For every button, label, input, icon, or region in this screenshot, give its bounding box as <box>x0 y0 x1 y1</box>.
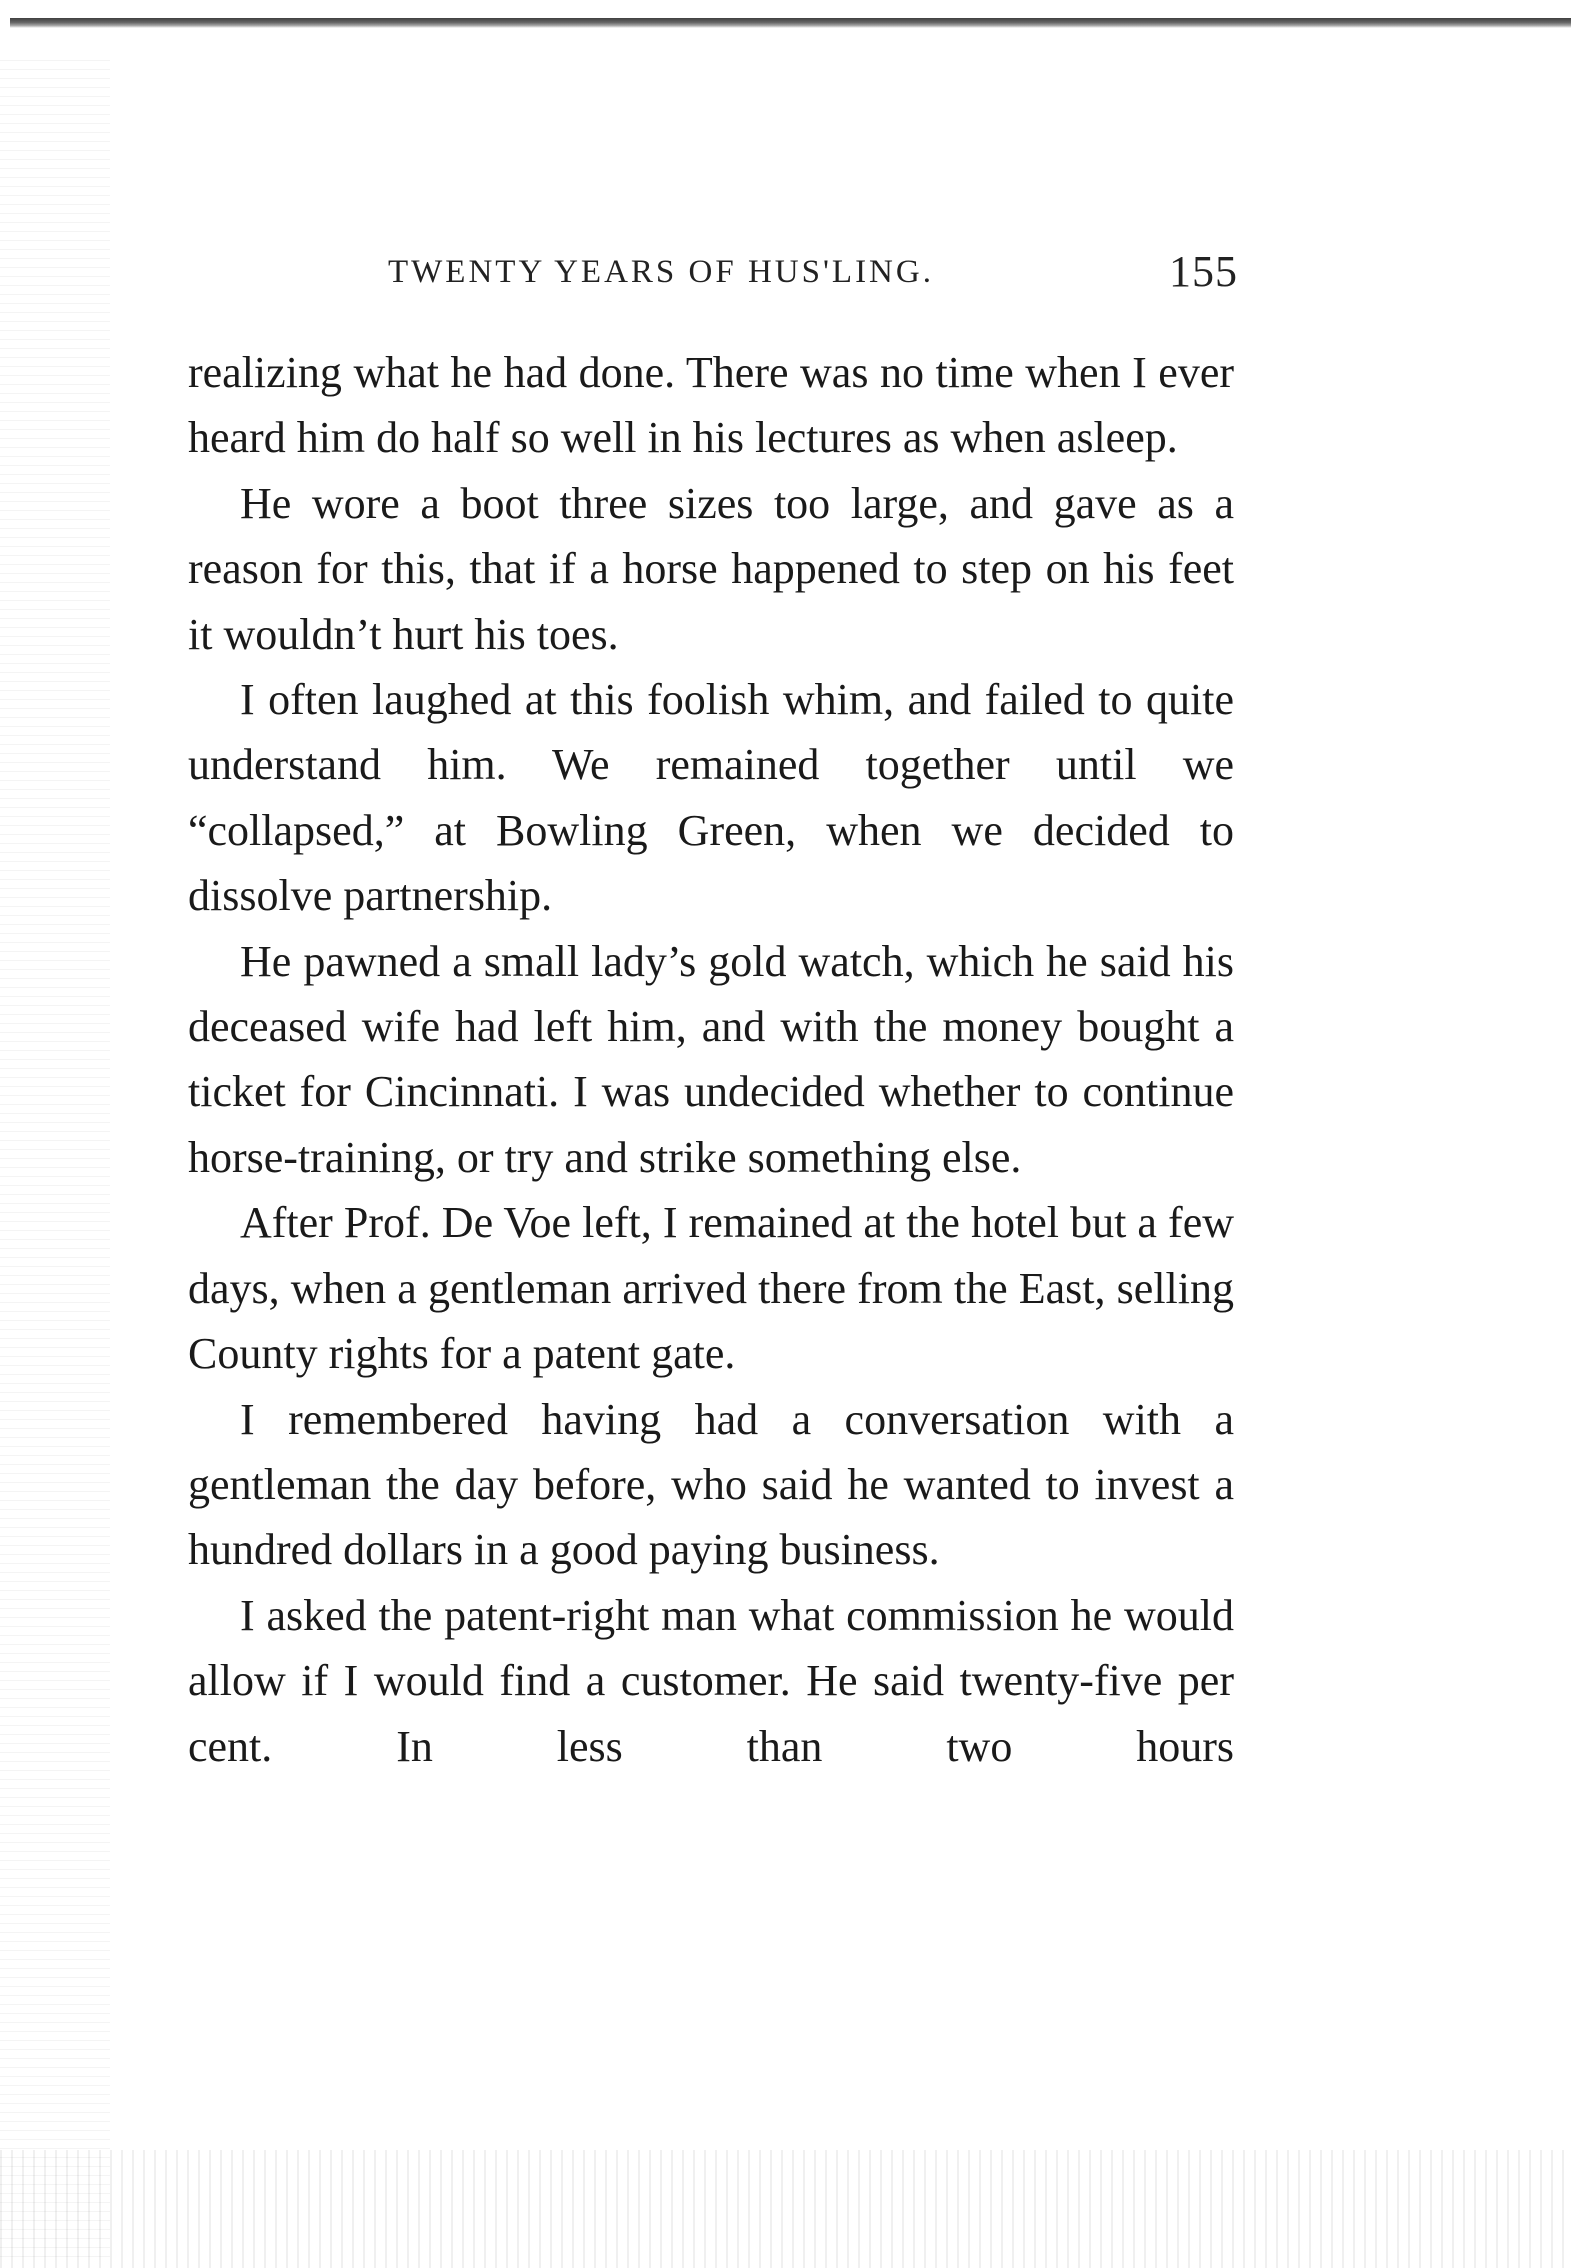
paragraph: I asked the patent-right man what commission he would allow if I would find a customer. He said twenty-five per cent. In less than two hours <box>188 1590 1234 1771</box>
paragraph: I often laughed at this foolish whim, and failed to quite understand him. We remained together until we “collapsed,” at Bowling Green, when we decided to dissolve partnership. <box>188 675 1234 921</box>
bottom-edge-speckle <box>0 2150 1571 2268</box>
running-title: TWENTY YEARS OF HUS'LING. <box>388 254 934 290</box>
page-number: 155 <box>1169 247 1238 296</box>
body-text <box>188 340 1234 1779</box>
paragraph: I remembered having had a conversation with a gentleman the day before, who said he wanted to invest a hundred dollars in a good paying business. <box>188 1394 1234 1575</box>
paragraph: realizing what he had done. There was no time when I ever heard him do half so well in his lectures as when asleep. <box>188 348 1234 463</box>
top-edge-rule <box>10 18 1571 28</box>
paragraph: After Prof. De Voe left, I remained at the hotel but a few days, when a gentleman arrived there from the East, selling County rights for a patent gate. <box>188 1198 1234 1379</box>
paragraph: He wore a boot three sizes too large, and gave as a reason for this, that if a horse happened to step on his feet it wouldn’t hurt his toes. <box>188 478 1234 659</box>
paragraph: He pawned a small lady’s gold watch, which he said his deceased wife had left him, and with the money bought a ticket for Cincinnati. I was undecided whether to continue horse-training, or try and strike something else. <box>188 936 1234 1182</box>
running-head <box>388 246 1238 306</box>
margin-speckle <box>0 60 110 2260</box>
